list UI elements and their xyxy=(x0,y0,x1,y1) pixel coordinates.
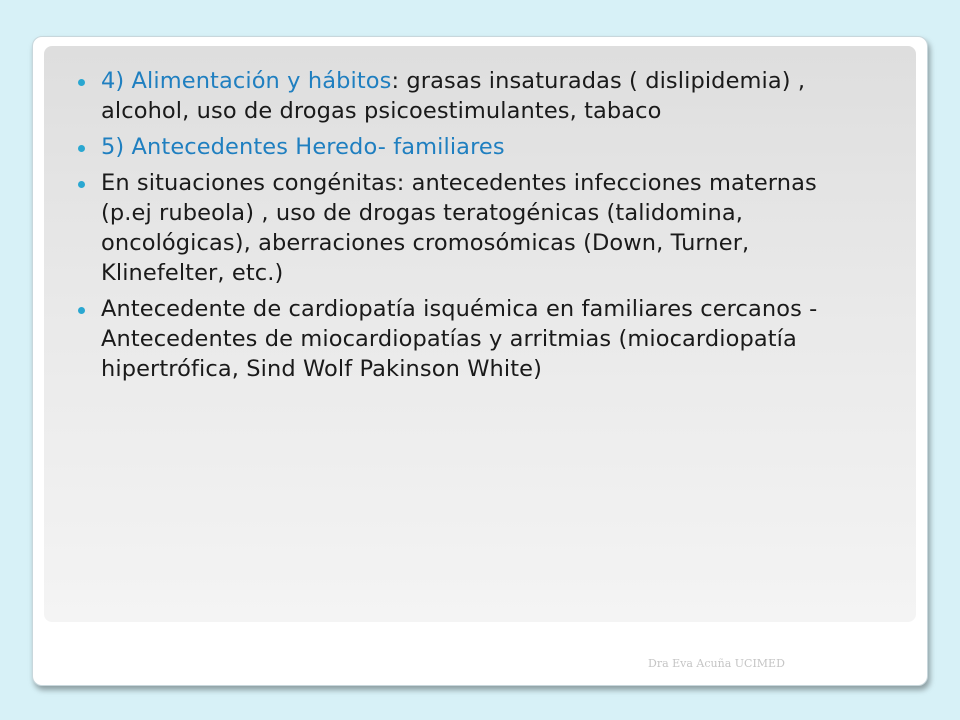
bullet-text: : grasas insaturadas ( dislipidemia) , alcohol, uso de drogas psicoestimulantes, tabaco xyxy=(101,68,806,124)
bullet-text: En situaciones congénitas: antecedentes infecciones maternas (p.ej rubeola) , uso de drogas teratogénicas (talidomina, oncológicas), aberraciones cromosómicas (Down, Turner, Klinefelter, etc.) xyxy=(101,170,817,286)
bullet-dot-icon xyxy=(78,307,85,314)
bullet-item-antecedentes-heredo xyxy=(78,132,868,162)
slide-footer: Dra Eva Acuña UCIMED xyxy=(648,657,785,670)
bullet-dot-icon xyxy=(78,79,85,86)
bullet-text: Antecedente de cardiopatía isquémica en familiares cercanos - Antecedentes de miocardiopatías y arritmias (miocardiopatía hipertrófica, Sind Wolf Pakinson White) xyxy=(101,296,818,382)
bullet-item-congenitas xyxy=(78,168,868,288)
bullet-dot-icon xyxy=(78,145,85,152)
bullet-highlight: 5) Antecedentes Heredo- familiares xyxy=(101,134,505,160)
bullet-dot-icon xyxy=(78,181,85,188)
bullet-item-cardiopatia xyxy=(78,294,868,384)
bullet-highlight: 4) Alimentación y hábitos xyxy=(101,68,392,94)
bullet-list xyxy=(78,66,868,390)
bullet-item-alimentacion xyxy=(78,66,868,126)
